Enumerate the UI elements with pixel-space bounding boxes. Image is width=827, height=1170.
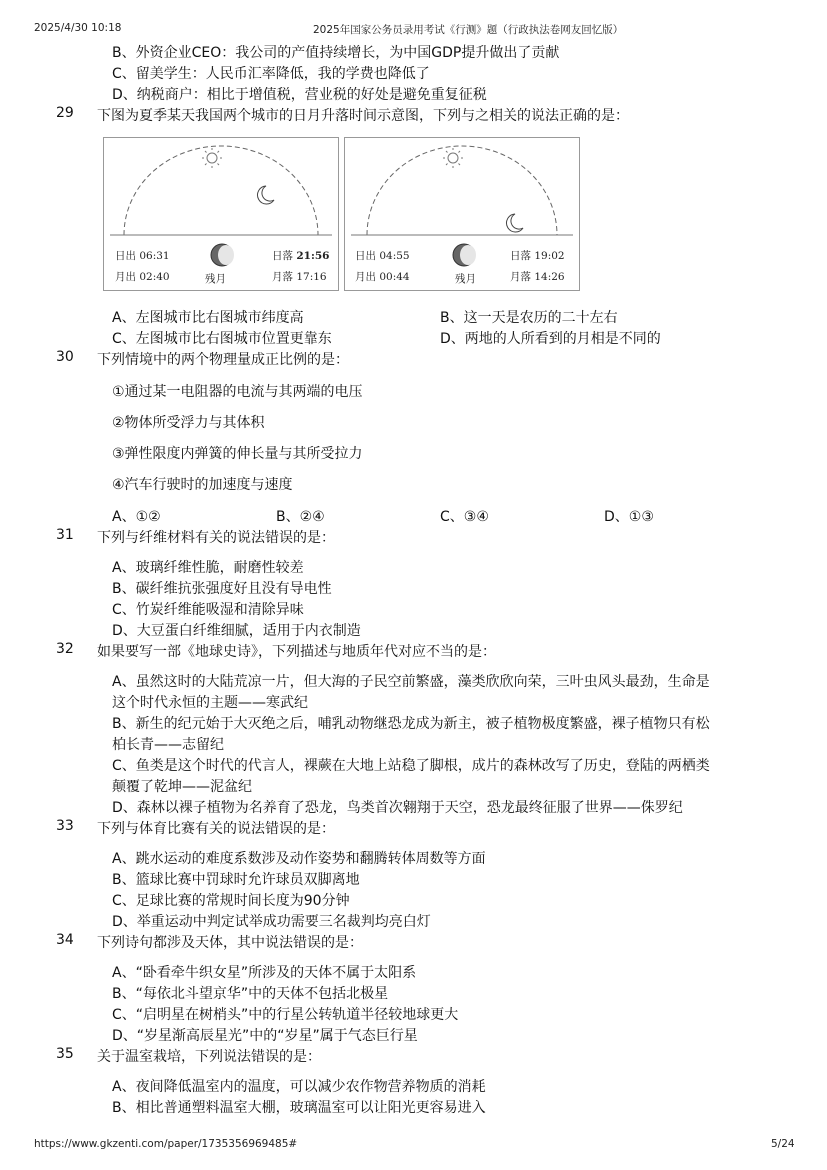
q34-option-c: C、“启明星在树梢头”中的行星公转轨道半径较地球更大 [112,1007,459,1023]
q32-option-a-line1: A、虽然这时的大陆荒凉一片，但大海的子民空前繁盛，藻类欣欣向荣，三叶虫风头最劲，生命是 [112,674,710,690]
q30-stem: 下列情境中的两个物理量成正比例的是： [97,352,349,368]
q33-option-c: C、足球比赛的常规时间长度为90分钟 [112,893,350,909]
q32-option-a-line2: 这个时代永恒的主题——寒武纪 [112,695,308,711]
q32-option-c-line2: 颠覆了乾坤——泥盆纪 [112,779,252,795]
q32-option-d: D、森林以裸子植物为名养育了恐龙，鸟类首次翱翔于天空，恐龙最终征服了世界——侏罗纪 [112,800,683,816]
q34-stem: 下列诗句都涉及天体，其中说法错误的是： [97,935,363,951]
q30-option-b: B、②④ [276,509,325,525]
moonrise-time: 月出 00:44 [355,271,410,283]
sun-moon-arc-diagram-left [104,138,338,290]
q31-option-d: D、大豆蛋白纤维细腻，适用于内衣制造 [112,623,361,639]
crescent-moon-icon [258,186,274,204]
sunrise-time: 日出 06:31 [115,250,170,262]
document-title: 2025年国家公务员录用考试《行测》题（行政执法卷网友回忆版） [313,24,624,36]
q29-option-b: B、这一天是农历的二十左右 [440,310,618,326]
sunset-clock: 21:56 [296,250,330,262]
q31-number: 31 [56,527,74,543]
q29-option-a: A、左图城市比右图城市纬度高 [112,310,304,326]
sun-moon-arc-diagram-right [345,138,579,290]
q34-option-d: D、“岁星渐高辰星光”中的“岁星”属于气态巨行星 [112,1028,418,1044]
source-url[interactable]: https://www.gkzenti.com/paper/1735356969485# [34,1138,298,1150]
q32-option-b-line2: 柏长青——志留纪 [112,737,224,753]
waning-moon-phase-icon [211,244,234,266]
q30-option-d: D、①③ [604,509,654,525]
page-number: 5/24 [771,1138,795,1150]
q31-option-a: A、玻璃纤维性脆，耐磨性较差 [112,560,304,576]
q35-stem: 关于温室栽培，下列说法错误的是： [97,1049,321,1065]
q34-number: 34 [56,932,74,948]
q33-stem: 下列与体育比赛有关的说法错误的是： [97,821,335,837]
q33-option-d: D、举重运动中判定试举成功需要三名裁判均亮白灯 [112,914,431,930]
sunset-time [272,248,329,263]
q30-option-a: A、①② [112,509,161,525]
q28-option-c: C、留美学生：人民币汇率降低，我的学费也降低了 [112,66,430,82]
q32-option-c-line1: C、鱼类是这个时代的代言人，裸蕨在大地上站稳了脚根，成片的森林改写了历史，登陆的两栖类 [112,758,710,774]
q30-item-1: ①通过某一电阻器的电流与其两端的电压 [112,384,363,400]
q29-option-c: C、左图城市比右图城市位置更靠东 [112,331,332,347]
sun-icon [443,148,463,168]
q30-option-c: C、③④ [440,509,489,525]
figure-left-city [103,137,339,291]
moonset-time: 月落 14:26 [510,271,565,283]
moon-phase-label: 残月 [455,273,476,285]
waning-moon-phase-icon [453,244,476,266]
q31-stem: 下列与纤维材料有关的说法错误的是： [97,530,335,546]
q29-option-d: D、两地的人所看到的月相是不同的 [440,331,661,347]
q33-option-b: B、篮球比赛中罚球时允许球员双脚离地 [112,872,360,888]
q35-option-a: A、夜间降低温室内的温度，可以减少农作物营养物质的消耗 [112,1079,486,1095]
q31-option-b: B、碳纤维抗张强度好且没有导电性 [112,581,332,597]
crescent-moon-icon [507,214,523,232]
q30-item-3: ③弹性限度内弹簧的伸长量与其所受拉力 [112,446,363,462]
q32-stem: 如果要写一部《地球史诗》，下列描述与地质年代对应不当的是： [97,644,496,660]
q32-number: 32 [56,641,74,657]
q35-option-b: B、相比普通塑料温室大棚，玻璃温室可以让阳光更容易进入 [112,1100,486,1116]
sunset-time: 日落 19:02 [510,250,565,262]
q33-number: 33 [56,818,74,834]
q34-option-a: A、“卧看牵牛织女星”所涉及的天体不属于太阳系 [112,965,417,981]
sunrise-time: 日出 04:55 [355,250,410,262]
q32-option-b-line1: B、新生的纪元始于大灭绝之后，哺乳动物继恐龙成为新主，被子植物极度繁盛，裸子植物只有松 [112,716,710,732]
figure-right-city [344,137,580,291]
q35-number: 35 [56,1046,74,1062]
sun-icon [202,148,222,168]
moonrise-time: 月出 02:40 [115,271,170,283]
print-datetime: 2025/4/30 10:18 [34,22,122,34]
q28-option-b: B、外资企业CEO：我公司的产值持续增长，为中国GDP提升做出了贡献 [112,45,560,61]
q30-item-4: ④汽车行驶时的加速度与速度 [112,477,293,493]
q30-item-2: ②物体所受浮力与其体积 [112,415,265,431]
moon-phase-label: 残月 [205,273,226,285]
q31-option-c: C、竹炭纤维能吸湿和清除异味 [112,602,304,618]
moonset-time: 月落 17:16 [272,271,327,283]
q30-number: 30 [56,349,74,365]
q29-number: 29 [56,105,74,121]
sunset-label: 日落 [272,250,293,262]
q29-stem: 下图为夏季某天我国两个城市的日月升落时间示意图，下列与之相关的说法正确的是： [97,108,629,124]
q34-option-b: B、“每依北斗望京华”中的天体不包括北极星 [112,986,389,1002]
q28-option-d: D、纳税商户：相比于增值税，营业税的好处是避免重复征税 [112,87,487,103]
q33-option-a: A、跳水运动的难度系数涉及动作姿势和翻腾转体周数等方面 [112,851,486,867]
